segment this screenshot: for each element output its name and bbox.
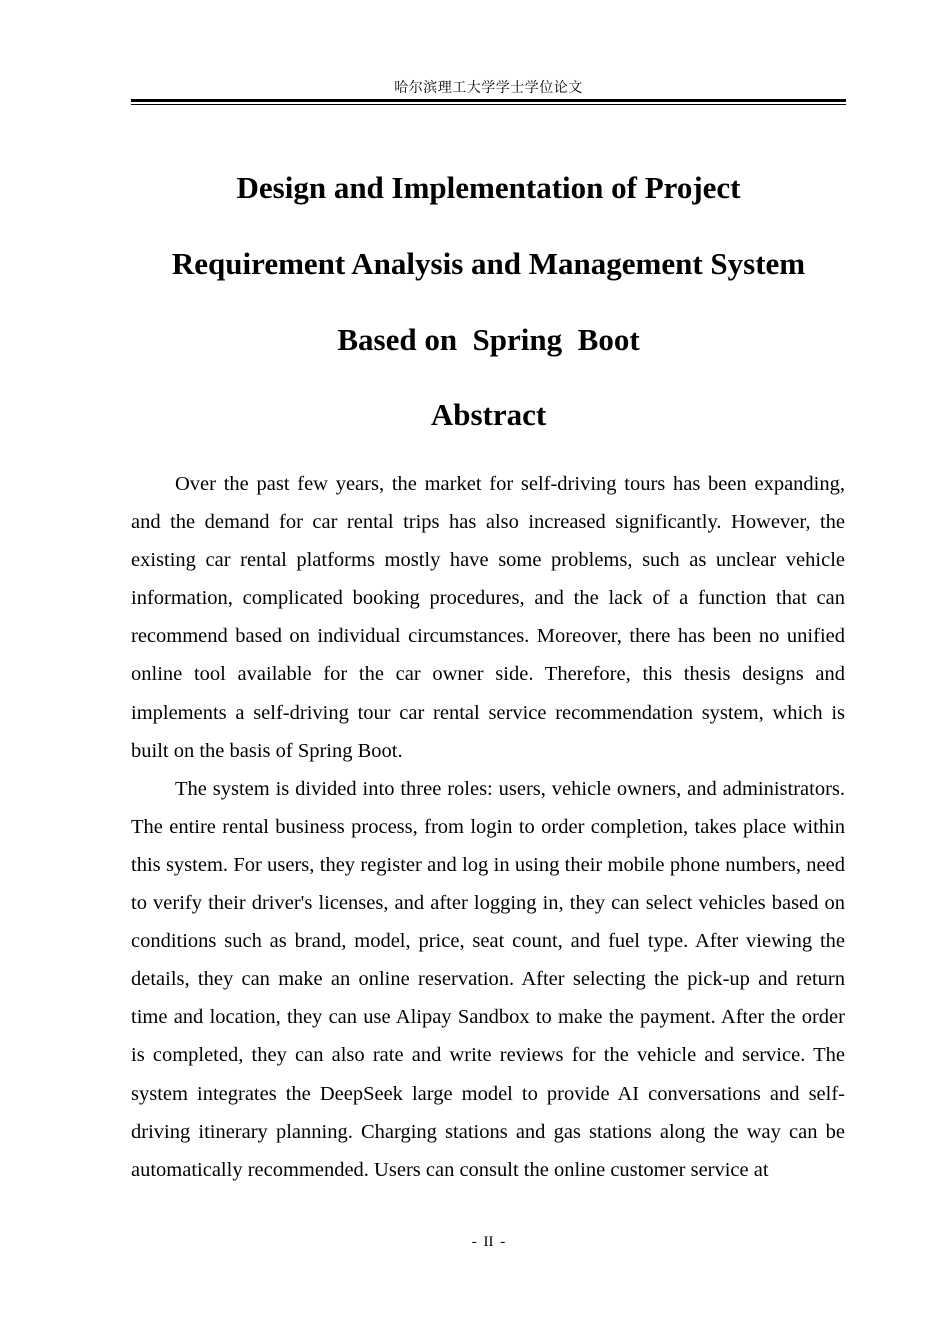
header-rule-thick [131,99,846,102]
abstract-heading: Abstract [430,397,547,432]
title-line-2: Requirement Analysis and Management System [171,246,806,281]
abstract-paragraph-1: Over the past few years, the market for self-driving tours has been expanding, and the demand for car rental trips has also increased significantly. However, the existing car rental platforms mostly have some problems, such as unclear vehicle information, complicated booking procedures, and the lack of a function that can recommend based on individual circumstances. Moreover, there has been no unified online tool available for the car owner side. Therefore, this thesis designs and implements a self-driving tour car rental service recommendation system, which is built on the basis of Spring Boot. [131,473,845,762]
title-line-1: Design and Implementation of Project [236,170,741,205]
thesis-title [131,150,846,378]
running-header: 哈尔滨理工大学学士学位论文 [394,80,583,96]
page-number: - II - [471,1234,506,1250]
abstract-body [131,465,845,1189]
abstract-paragraph-2: The system is divided into three roles: users, vehicle owners, and administrators. The entire rental business process, from login to order completion, takes place within this system. For users, they register and log in using their mobile phone numbers, need to verify their driver's licenses, and after logging in, they can select vehicles based on conditions such as brand, model, price, seat count, and fuel type. After viewing the details, they can make an online reservation. After selecting the pick-up and return time and location, they can use Alipay Sandbox to make the payment. After the order is completed, they can also rate and write reviews for the vehicle and service. The system integrates the DeepSeek large model to provide AI conversations and self-driving itinerary planning. Charging stations and gas stations along the way can be automatically recommended. Users can consult the online customer service at [131,777,845,1181]
title-line-3: Based on Spring Boot [337,322,640,357]
header-rule-thin [131,104,846,105]
